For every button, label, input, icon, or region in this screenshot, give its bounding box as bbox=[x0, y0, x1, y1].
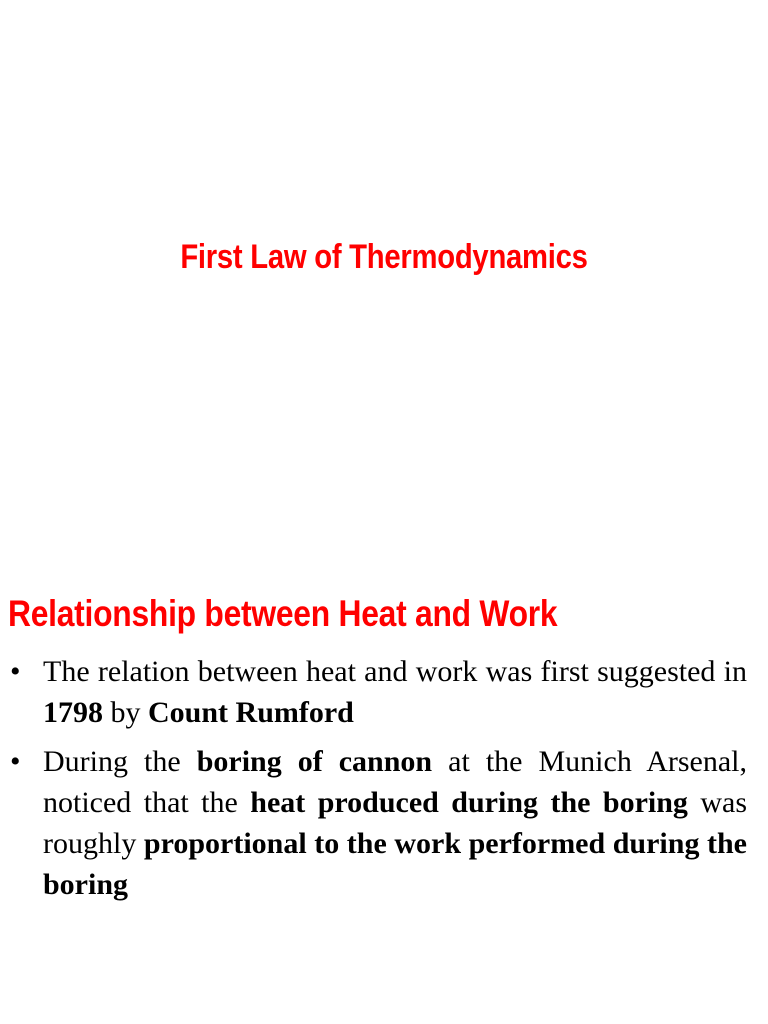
bullet-segment-bold: 1798 bbox=[43, 696, 103, 729]
section-heading: Relationship between Heat and Work bbox=[8, 593, 558, 634]
bullet-dot-icon: • bbox=[10, 655, 21, 688]
bullet-segment-bold: Count Rumford bbox=[148, 696, 354, 729]
bullet-segment-bold: boring of cannon bbox=[196, 745, 433, 778]
bullet-dot-icon: • bbox=[10, 745, 21, 778]
bullet-segment: During the bbox=[43, 745, 197, 778]
bullet-segment: at the Munich Arsenal, noticed that the bbox=[43, 745, 747, 819]
bullet-segment: The relation between heat and work was first suggested in bbox=[43, 655, 747, 688]
bullet-text bbox=[43, 655, 747, 729]
bullet-segment-bold: heat produced during the boring bbox=[250, 786, 688, 819]
bullet-list bbox=[10, 651, 747, 913]
bullet-item-cannon bbox=[10, 741, 747, 905]
bullet-text bbox=[43, 745, 747, 901]
bullet-item-rumford bbox=[10, 651, 747, 733]
bullet-segment: was roughly bbox=[43, 786, 748, 860]
bullet-segment: by bbox=[103, 696, 148, 729]
bullet-segment-bold: proportional to the work performed during the boring bbox=[43, 827, 747, 901]
slide-title: First Law of Thermodynamics bbox=[180, 238, 588, 276]
